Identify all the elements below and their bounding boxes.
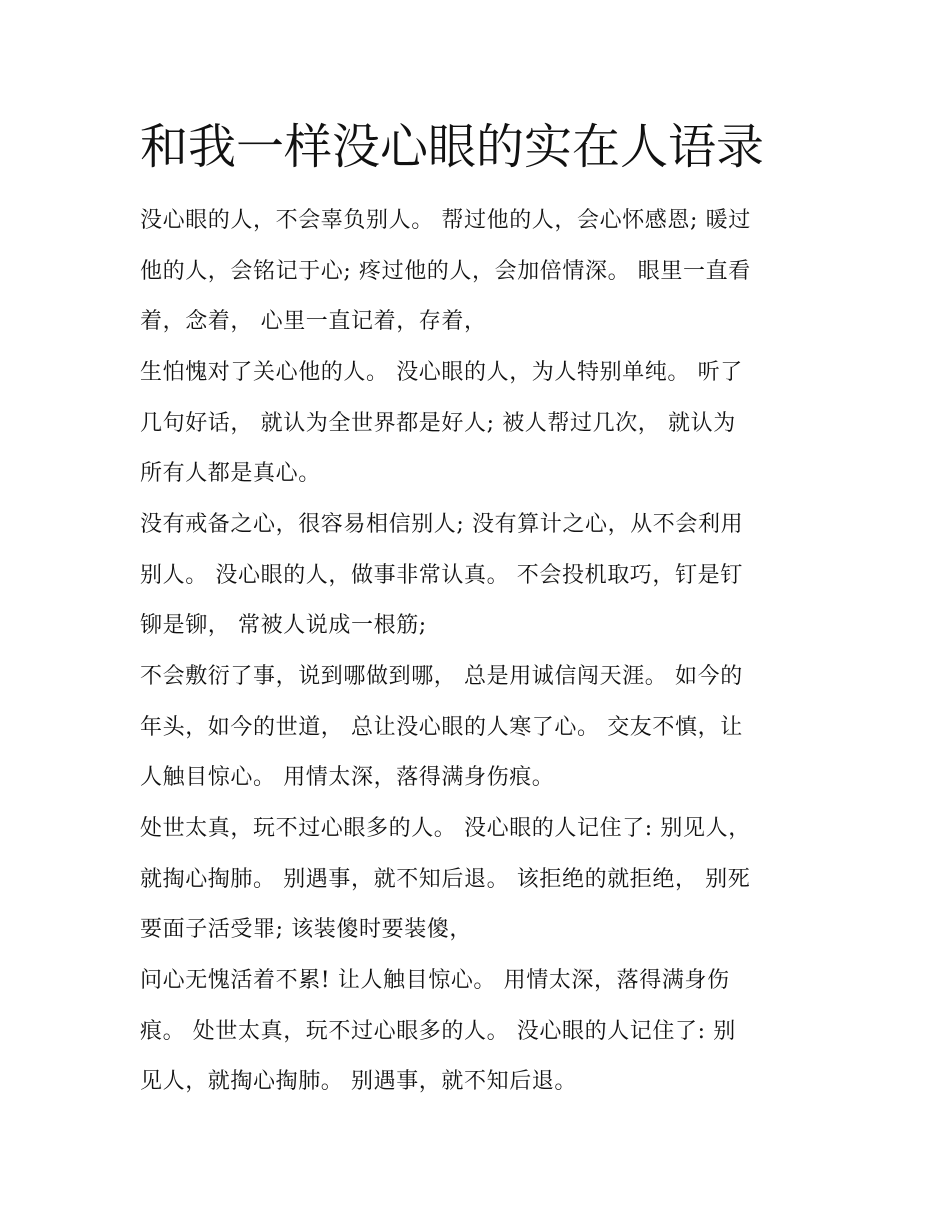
paragraph-line: 处世太真，玩不过心眼多的人。 没心眼的人记住了: 别见人， [140, 816, 751, 841]
paragraph-5 [140, 804, 840, 956]
paragraph-line: 见人，就掏心掏肺。 别遇事，就不知后退。 [140, 1069, 577, 1094]
document-title: 和我一样没心眼的实在人语录 [140, 119, 765, 175]
paragraph-line: 没心眼的人，不会辜负别人。 帮过他的人，会心怀感恩; 暖过 [140, 208, 751, 233]
paragraph-line: 着，念着， 心里一直记着，存着， [140, 309, 487, 334]
paragraph-line: 别人。 没心眼的人，做事非常认真。 不会投机取巧，钉是钉 [140, 562, 743, 588]
paragraph-4 [140, 652, 840, 804]
paragraph-line: 他的人，会铭记于心; 疼过他的人，会加倍情深。 眼里一直看 [140, 258, 751, 284]
paragraph-line: 所有人都是真心。 [140, 461, 321, 486]
paragraph-3 [140, 500, 840, 652]
paragraph-line: 问心无愧活着不累! 让人触目惊心。 用情太深，落得满身伤 [140, 968, 730, 993]
paragraph-1 [140, 196, 840, 348]
paragraph-6 [140, 956, 840, 1108]
paragraph-line: 年头，如今的世道， 总让没心眼的人寒了心。 交友不慎，让 [140, 714, 743, 740]
paragraph-line: 不会敷衍了事，说到哪做到哪， 总是用诚信闯天涯。 如今的 [140, 664, 743, 689]
paragraph-2 [140, 348, 840, 500]
paragraph-line: 痕。 处世太真，玩不过心眼多的人。 没心眼的人记住了: 别 [140, 1018, 736, 1044]
paragraph-line: 几句好话， 就认为全世界都是好人; 被人帮过几次， 就认为 [140, 410, 736, 436]
paragraph-line: 就掏心掏肺。 别遇事，就不知后退。 该拒绝的就拒绝， 别死 [140, 866, 751, 892]
paragraph-line: 生怕愧对了关心他的人。 没心眼的人，为人特别单纯。 听了 [140, 360, 743, 385]
paragraph-line: 要面子活受罪; 该装傻时要装傻， [140, 917, 473, 942]
paragraph-line: 铆是铆， 常被人说成一根筋; [140, 613, 427, 638]
paragraph-line: 人触目惊心。 用情太深，落得满身伤痕。 [140, 765, 555, 790]
paragraph-line: 没有戒备之心，很容易相信别人; 没有算计之心，从不会利用 [140, 512, 744, 537]
